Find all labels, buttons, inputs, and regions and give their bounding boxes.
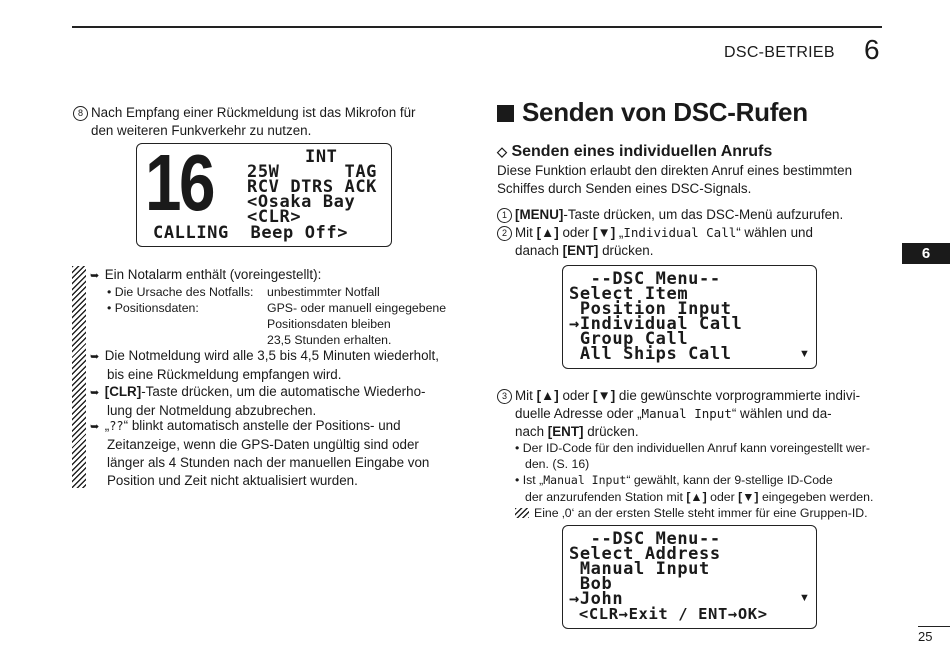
chapter-tab: 6 <box>902 243 950 264</box>
step-3: 3 Mit [▲] oder [▼] die gewünschte vorprogrammierte indivi- duelle Adresse oder „Manual Input“ wählen und da- nach [ENT] drücken. <box>497 387 887 441</box>
note-1: ➥ Ein Notalarm enthält (voreingestellt): <box>90 266 470 285</box>
step-8: 8 Nach Empfang einer Rückmeldung ist das Mikrofon für den weiteren Funkverkehr zu nutzen. <box>73 104 416 140</box>
note-4: ➥ „??“ blinkt automatisch anstelle der Positions- und Zeitanzeige, wenn die GPS-Daten ungültig sind oder länger als 4 Stunden nach der manuellen Eingabe von Position und Zeit nicht aktualisiert wurden. <box>90 418 430 488</box>
lcd-row-0: --DSC Menu-- <box>569 269 721 289</box>
scroll-down-icon: ▼ <box>799 348 810 360</box>
notes-block <box>90 266 470 285</box>
footer-rule <box>918 626 950 627</box>
lcd-row-1: Select Address <box>569 544 721 564</box>
arrow-icon: ➥ <box>90 421 100 433</box>
lcd-row-4: →John <box>569 589 624 609</box>
step-1: 1 [MENU]-Taste drücken, um das DSC-Menü aufzurufen. <box>497 206 843 224</box>
chapter-number: 6 <box>864 34 880 65</box>
header-rule <box>72 26 882 28</box>
lcd-row-1: 25W TAG <box>247 162 378 182</box>
intro-text: Diese Funktion erlaubt den direkten Anruf eines bestimmten Schiffes durch Senden eines DSC-Signals. <box>497 163 853 196</box>
note-2: ➥ Die Notmeldung wird alle 3,5 bis 4,5 Minuten wiederholt, bis eine Rückmeldung empfangen wird. <box>90 348 439 382</box>
lcd-row-1: Select Item <box>569 284 689 304</box>
subheading: ◇ Senden eines individuellen Anrufs <box>497 143 773 160</box>
lcd-display-dsc-menu <box>562 265 817 369</box>
note-hatch-icon <box>515 508 529 518</box>
page-number: 25 <box>918 629 933 644</box>
page-heading: Senden von DSC-Rufen <box>497 97 808 128</box>
arrow-icon: ➥ <box>90 387 100 399</box>
lcd-row-2: Manual Input <box>569 559 710 579</box>
step-3-bullets <box>515 440 890 521</box>
lcd-row-3: →Individual Call <box>569 314 743 334</box>
lcd-row-2: Position Input <box>569 299 732 319</box>
bullet-2: • Ist „Manual Input“ gewählt, kann der 9-stellige ID-Code der anzurufenden Station mit [▲] oder [▼] eingegeben werden. <box>515 473 874 504</box>
arrow-icon: ➥ <box>90 270 100 282</box>
lcd-status-row: CALLING Beep Off> <box>153 223 349 243</box>
lcd-row-0: --DSC Menu-- <box>569 529 721 549</box>
lcd-row-4: <CLR> <box>247 207 302 227</box>
lcd-row-5: All Ships Call <box>569 344 732 364</box>
scroll-down-icon: ▼ <box>799 592 810 604</box>
step-number: 8 <box>73 106 88 121</box>
lcd-display-select-address <box>562 525 817 629</box>
bullet-3: Eine ‚0‘ an der ersten Stelle steht immer für eine Gruppen-ID. <box>515 505 890 521</box>
note-hatch-bar <box>72 266 86 488</box>
section-title: DSC-BETRIEB <box>724 44 835 61</box>
arrow-icon: ➥ <box>90 351 100 363</box>
lcd-row-3: Bob <box>569 574 613 594</box>
lcd-display-calling <box>136 138 392 247</box>
lcd-row-2: RCV DTRS ACK <box>247 177 378 197</box>
lcd-row-4: Group Call <box>569 329 689 349</box>
int-indicator: INT <box>305 147 338 167</box>
note-1-bullets: • Die Ursache des Notfalls: unbestimmter Notfall • Positionsdaten: GPS- oder manuell eingegebene Positionsdaten bleiben 23,5 Stunden erhalten. <box>107 285 447 347</box>
square-bullet-icon <box>497 105 514 122</box>
diamond-icon: ◇ <box>497 144 507 159</box>
lcd-row-5: <CLR→Exit / ENT→OK> <box>569 605 768 623</box>
step-2: 2 Mit [▲] oder [▼] „Individual Call“ wählen und danach [ENT] drücken. <box>497 224 887 260</box>
lcd-row-3: <Osaka Bay <box>247 192 356 212</box>
bullet-1: • Der ID-Code für den individuellen Anruf kann voreingestellt wer- den. (S. 16) <box>515 441 870 472</box>
channel-number: 16 <box>145 138 214 227</box>
note-3: ➥ [CLR]-Taste drücken, um die automatische Wiederho- lung der Notmeldung abzubrechen. <box>90 384 426 418</box>
